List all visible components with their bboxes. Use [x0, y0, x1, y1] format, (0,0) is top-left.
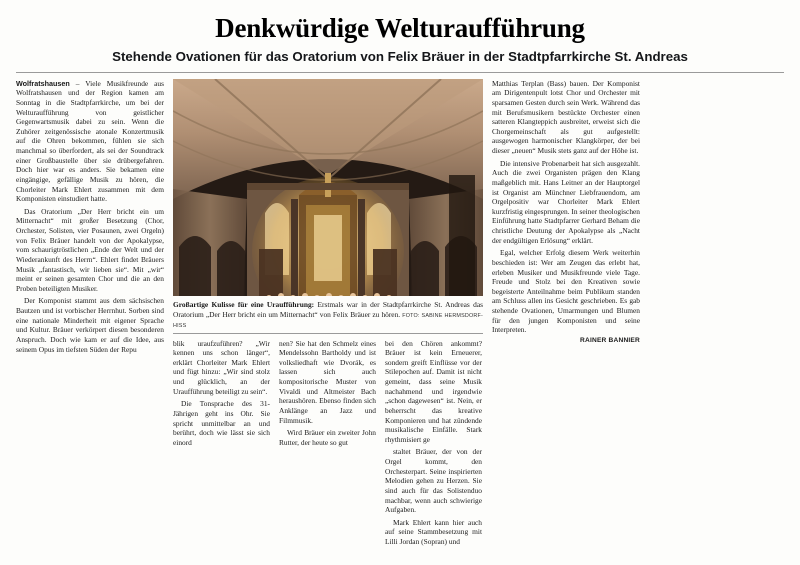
dateline: Wolfratshausen — [16, 78, 70, 88]
column-3 — [279, 339, 376, 547]
caption-lead: Großartige Kulisse für eine Uraufführung: — [173, 300, 315, 310]
page-title: Denkwürdige Welturaufführung — [215, 13, 585, 43]
paragraph — [16, 79, 164, 204]
subheadline: Stehende Ovationen für das Oratorium von Felix Bräuer in der Stadtpfarrkirche St. Andreas — [112, 49, 688, 65]
photo-credit: FOTO: SABINE HERMSDORF-HISS — [173, 312, 483, 329]
byline: RAINER BANNIER — [580, 336, 640, 344]
article-body — [16, 79, 784, 547]
column-4 — [385, 339, 482, 547]
lower-columns — [173, 339, 483, 547]
church-interior-concert-photo — [173, 79, 483, 297]
header-divider — [16, 72, 784, 73]
column-5 — [492, 79, 640, 547]
paragraph: Mark Ehlert kann hier auch auf seine Stammbesetzung mit Lilli Jordan (Sopran) und — [385, 517, 482, 546]
paragraph: blik uraufzuführen? „Wir kennen uns schon länger“, erklärt Chorleiter Mark Ehlert und fügt hinzu: „Wir sind stolz und glücklich, an der Uraufführung beteiligt zu sein“. — [173, 338, 270, 396]
paragraph: nen? Sie hat den Schmelz eines Mendelssohn Bartholdy und ist volksliedhaft wie Dvorák, es lassen sich auch kompositorische Muster von Vivaldi und Altmeister Bach heraushören. Ebenso finden sich Anklänge an Jazz und Filmmusik. — [279, 338, 376, 425]
paragraph: Das Oratorium „Der Herr bricht ein um Mitternacht“ mit großer Besetzung (Chor, Orchester, Solisten, vier Posaunen, zwei Orgeln) von Felix Bräuer handelt von der Apokalypse, vom schaurigtröstlichen „Ende der Welt und der Wiederankunft des Herrn“. Ehlert findet Bräuers Musik „fantastisch, wir lieben sie“. Mit „wir“ meint er seinen gesamten Chor und die an den Proben beteiligten Musiker. — [16, 206, 164, 293]
paragraph: staltet Bräuer, der von der Orgel kommt, den Orchesterpart. Seine inspirierten Melodien gehen zu Herzen. Sie sind auch für das Solistenduo machbar, wenn auch schwierige Aufgaben. — [385, 447, 482, 515]
paragraph: Der Komponist stammt aus dem sächsischen Bautzen und ist vorbischer Herrnhut. Sorben sind eine nationale Minderheit mit eigener Sprache und Kultur. Bräuer verkörpert diesen besonderen Anspruch. Doch wie kam er auf die Idee, aus seinem Opus im tiefsten Süden der Repu — [16, 296, 164, 354]
paragraph: Die intensive Probenarbeit hat sich ausgezahlt. Auch die zwei Organisten prägen den Klang maßgeblich mit. Hans Leitner an der Hauptorgel ist Organist am Münchner Liebfrauendom, am Orgelpositiv war Chorleiter Mark Ehlert kurzfristig eingesprungen. In seiner theologischen Einführung hatte Stadtpfarrer Gerhard Beham die christliche Deutung der Apokalypse als „Nacht der endgültigen Erlösung“ erklärt. — [492, 158, 640, 245]
column-2 — [173, 339, 270, 547]
paragraph: Egal, welcher Erfolg diesem Werk weiterhin beschieden ist: Wer am Zeugen das erlebt hat, erleben Musiker und Musikfreunde viele Tage. Freude und Stolz bei den Kreativen sowie begeisterte Anteilnahme beim Publikum standen am Schluss allen ins Gesicht geschrieben. Es gab stehende Ovationen, Umarmungen und Blumen für den jungen Komponisten und seine Interpreten. — [492, 248, 640, 335]
paragraph: Matthias Terplan (Bass) bauen. Der Komponist am Dirigentenpult lotst Chor und Orchester mit sparsamen Gesten durch sein Werk. Während das mit Berufsmusikern bestückte Orchester einen satteren Klangteppich ausbreitet, erweist sich die Chorgemeinschaft als gut aufgestellt: ausgewogen harmonischer Klangkörper, der bei dieser „neuen“ Musik stets ganz auf der Höhe ist. — [492, 78, 640, 155]
paragraph: bei den Chören ankommt? Bräuer ist kein Erneuerer, sondern greift Einflüsse vor der Stilepochen auf. Damit ist nicht gemeint, dass seine Musik nachahmend und irgendwie „schon dagewesen“ ist. Nein, er beherrscht das kreative Komponieren und hat zündende musikalische Einfälle. Stark rhythmisiert ge — [385, 338, 482, 444]
column-center — [173, 79, 483, 547]
paragraph-text: – Viele Musikfreunde aus Wolfratshausen und der Region kamen am Sonntag in die Stadtpfarrkirche, um bei der Welturaufführung von geistlicher Gegenwartsmusik dabei zu sein. Wenn die Zuhörer zeitgenössische atonale Konzertmusik auf die Ohren bekommen, fühlen sie sich manchmal so überfordert, als sei der Soundtrack einer Großbaustelle über sie drübergefahren. Doch hier war es anders. Sie bekamen eine eingängige, gefällige Musik zu hören, die Chorleiter Mark Ehlert zusammen mit dem Komponisten einstudiert hatte. — [16, 78, 164, 204]
caption-text: Erstmals war in der Stadtpfarrkirche St. Andreas das Oratorium „Der Herr bricht ein um Mitternacht“ von Felix Bräuer zu hören. — [173, 300, 483, 319]
photo-caption — [173, 300, 483, 333]
paragraph: Die Tonsprache des 31-Jährigen geht ins Ohr. Sie spricht unmittelbar an und berührt, doch wie lässt sie sich einord — [173, 399, 270, 447]
column-1 — [16, 79, 164, 547]
paragraph: Wird Bräuer ein zweiter John Rutter, der heute so gut — [279, 428, 376, 447]
